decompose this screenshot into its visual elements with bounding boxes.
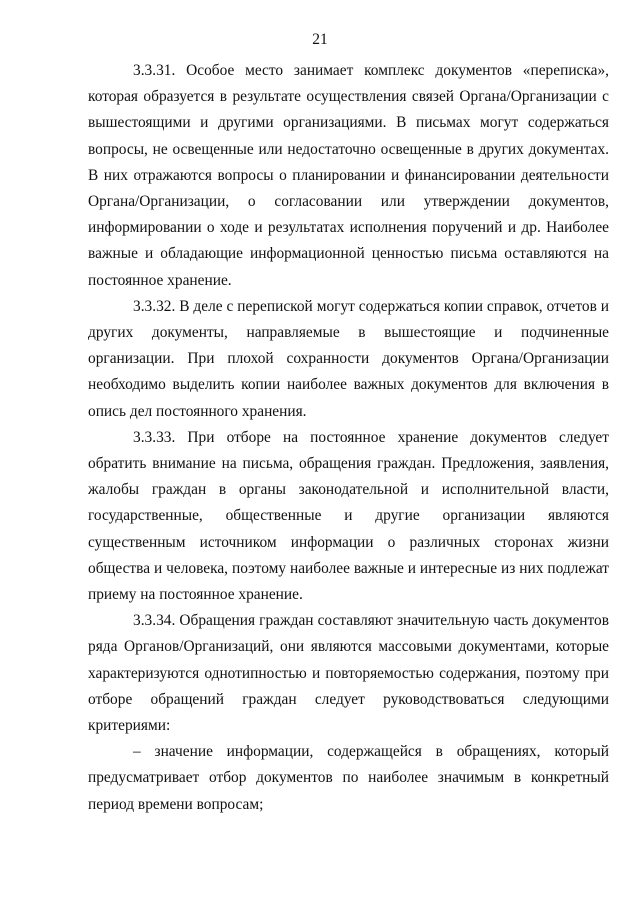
paragraph-3-3-34: 3.3.34. Обращения граждан составляют значительную часть документов ряда Органов/Организаций, они являются массовыми документами, которые характеризуются однотипностью и повторяемостью содержания, поэтому при отборе обращений граждан следует руководствоваться следующими критериями: bbox=[88, 612, 609, 735]
document-body bbox=[88, 58, 609, 818]
paragraph-3-3-33: 3.3.33. При отборе на постоянное хранение документов следует обратить внимание на письма, обращения граждан. Предложения, заявления, жалобы граждан в органы законодательной и исполнительной власти, государственные, общественные и другие организации являются существенным источником информации о различных сторонах жизни общества и человека, поэтому наиболее важные и интересные из них подлежат приему на постоянное хранение. bbox=[88, 428, 609, 604]
list-item-criterion: – значение информации, содержащейся в обращениях, который предусматривает отбор документов по наиболее значимым в конкретный период времени вопросам; bbox=[88, 743, 609, 813]
paragraph-3-3-32: 3.3.32. В деле с перепиской могут содержаться копии справок, отчетов и других документы, направляемые в вышестоящие и подчиненные организации. При плохой сохранности документов Органа/Организации необходимо выделить копии наиболее важных документов для включения в опись дел постоянного хранения. bbox=[88, 297, 609, 420]
page-number: 21 bbox=[312, 31, 328, 48]
paragraph-3-3-31: 3.3.31. Особое место занимает комплекс документов «переписка», которая образуется в результате осуществления связей Органа/Организации с вышестоящими и другими организациями. В письмах могут содержаться вопросы, не освещенные или недостаточно освещенные в других документах. В них отражаются вопросы о планировании и финансировании деятельности Органа/Организации, о согласовании или утверждении документов, информировании о ходе и результатах исполнения поручений и др. Наиболее важные и обладающие информационной ценностью письма оставляются на постоянное хранение. bbox=[88, 62, 609, 289]
